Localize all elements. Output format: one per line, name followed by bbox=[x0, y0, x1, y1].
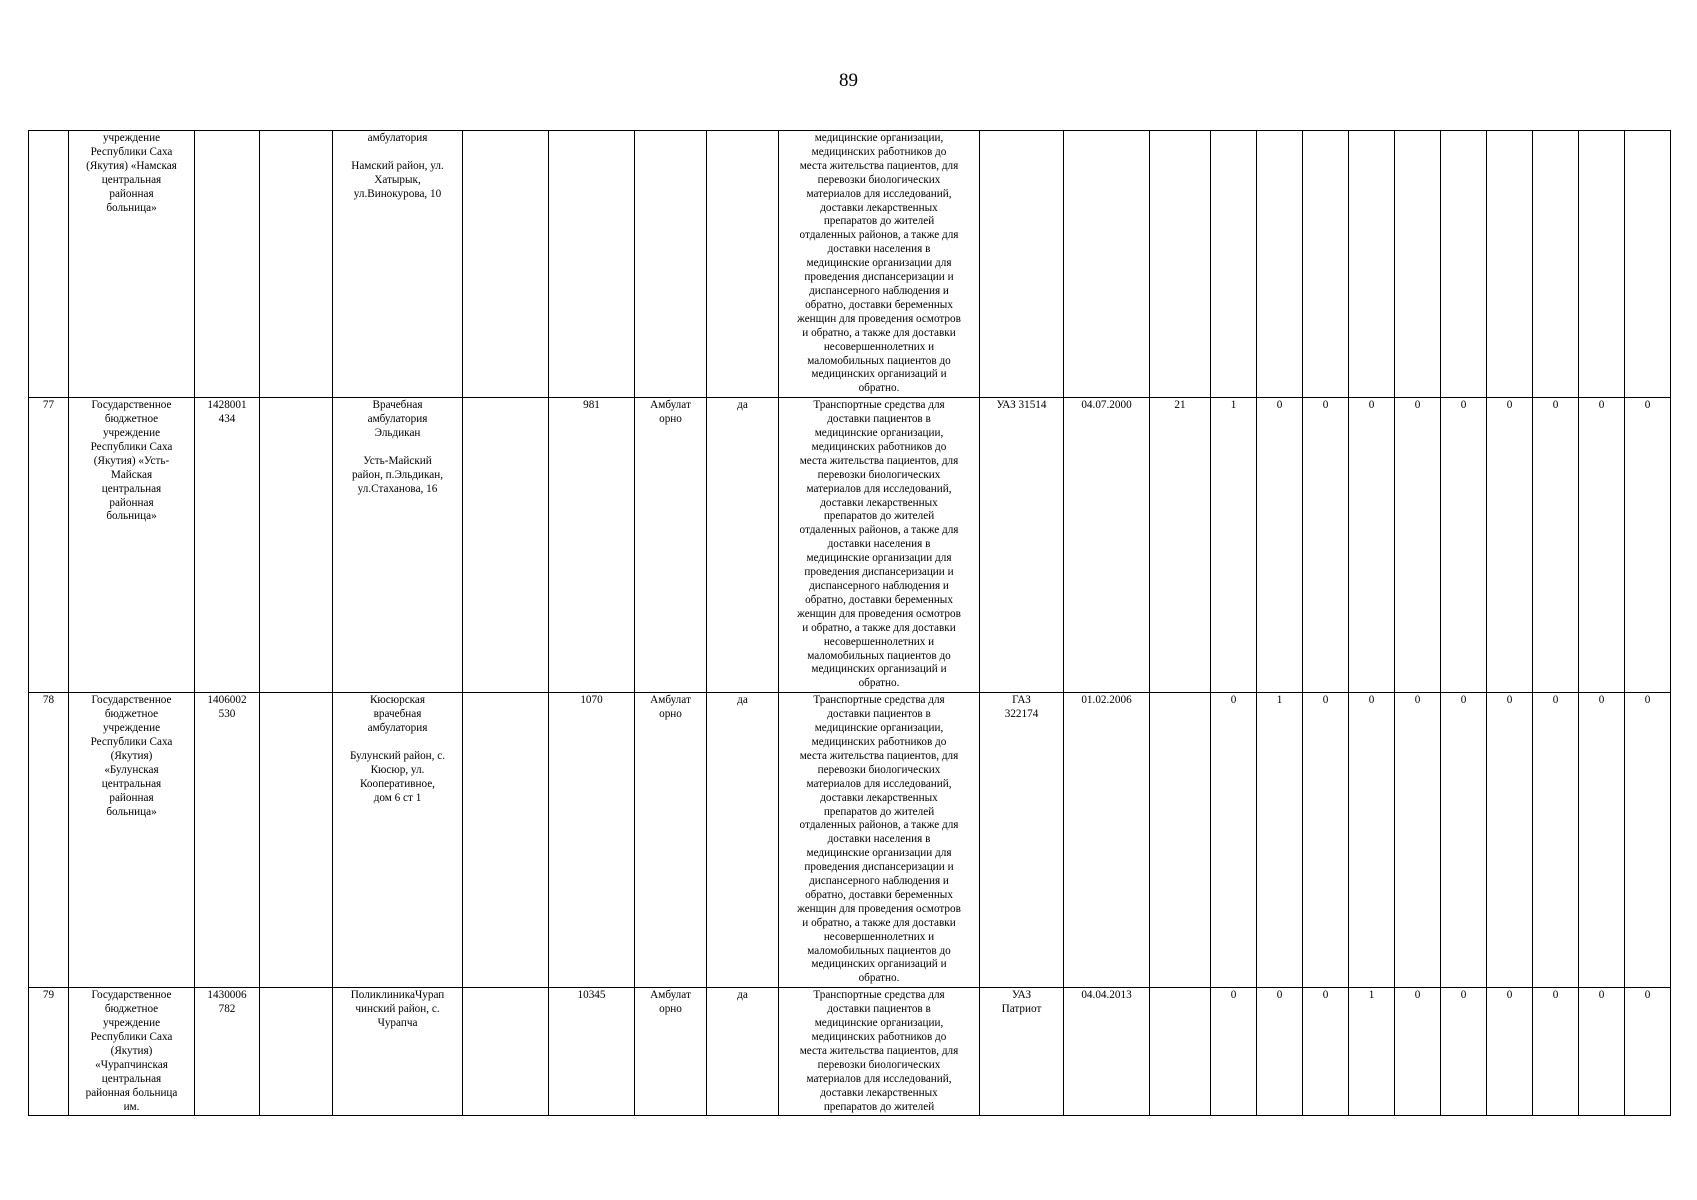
blank-column bbox=[260, 988, 333, 1116]
count-cell bbox=[1395, 131, 1441, 398]
vehicle-age bbox=[1150, 988, 1211, 1116]
count-value: 0 bbox=[1322, 399, 1329, 412]
count-cell bbox=[1625, 988, 1671, 1116]
facility-address bbox=[333, 693, 463, 988]
count-value: 0 bbox=[1552, 989, 1559, 1002]
flag-value-text: да bbox=[737, 989, 748, 1002]
vehicle-age bbox=[1150, 693, 1211, 988]
vehicle-model-text: УАЗ 31514 bbox=[996, 399, 1047, 412]
organization-name-text: учреждение Республики Саха (Якутия) «Намская центральная районная больница» bbox=[86, 132, 177, 214]
registration-date bbox=[1064, 131, 1150, 398]
flag-value-text: да bbox=[737, 399, 748, 412]
facility-address-text: амбулатория Намский район, ул. Хатырык, ул.Винокурова, 10 bbox=[351, 132, 444, 200]
count-cell bbox=[1257, 693, 1303, 988]
count-cell bbox=[1257, 131, 1303, 398]
vehicle-purpose-text: Транспортные средства для доставки пациентов в медицинские организации, медицинских работников до места жительства пациентов, для перевозки биологических материалов для исследований, доставки лекарственных препаратов до жителей отдаленных районов, а также для доставки населения в медицинские организации для проведения диспансеризации и диспансерного наблюдения и обратно, доставки беременных женщин для проведения осмотров и обратно, а также для доставки несовершеннолетних и маломобильных пациентов до медицинских организаций и обратно. bbox=[797, 399, 961, 690]
count-value: 0 bbox=[1368, 694, 1375, 707]
vehicle-purpose bbox=[779, 398, 980, 693]
count-cell bbox=[1395, 693, 1441, 988]
vehicle-model-text: УАЗ Патриот bbox=[1001, 989, 1042, 1016]
organization-name-text: Государственное бюджетное учреждение Республики Саха (Якутия) «Булунская центральная районная больница» bbox=[90, 694, 173, 818]
count-cell bbox=[1349, 131, 1395, 398]
flag-value-text: да bbox=[737, 694, 748, 707]
registration-date bbox=[1064, 693, 1150, 988]
count-cell bbox=[1625, 131, 1671, 398]
count-value: 0 bbox=[1506, 694, 1513, 707]
vehicle-purpose-text: Транспортные средства для доставки пациентов в медицинские организации, медицинских работников до места жительства пациентов, для перевозки биологических материалов для исследований, доставки лекарственных препаратов до жителей отдаленных районов, а также для доставки населения в медицинские организации для проведения диспансеризации и диспансерного наблюдения и обратно, доставки беременных женщин для проведения осмотров и обратно, а также для доставки несовершеннолетних и маломобильных пациентов до медицинских организаций и обратно. bbox=[797, 694, 961, 985]
count-value: 0 bbox=[1598, 694, 1605, 707]
vehicle-purpose-text: медицинские организации, медицинских работников до места жительства пациентов, для перевозки биологических материалов для исследований, доставки лекарственных препаратов до жителей отдаленных районов, а также для доставки населения в медицинские организации для проведения диспансеризации и диспансерного наблюдения и обратно, доставки беременных женщин для проведения осмотров и обратно, а также для доставки несовершеннолетних и маломобильных пациентов до медицинских организаций и обратно. bbox=[797, 132, 961, 395]
care-type-text: Амбулат орно bbox=[650, 399, 691, 426]
vehicle-model bbox=[980, 131, 1064, 398]
count-cell bbox=[1487, 693, 1533, 988]
inn-code bbox=[195, 988, 260, 1116]
organization-name bbox=[69, 693, 195, 988]
flag-value bbox=[707, 693, 779, 988]
organization-name bbox=[69, 398, 195, 693]
count-value: 0 bbox=[1552, 399, 1559, 412]
registration-date bbox=[1064, 988, 1150, 1116]
count-value: 1 bbox=[1368, 989, 1375, 1002]
inn-code bbox=[195, 693, 260, 988]
vehicle-model bbox=[980, 398, 1064, 693]
row-number-text: 77 bbox=[42, 399, 55, 412]
count-cell bbox=[1395, 398, 1441, 693]
count-cell bbox=[1533, 988, 1579, 1116]
count-value: 0 bbox=[1414, 399, 1421, 412]
count-value: 0 bbox=[1644, 399, 1651, 412]
row-number bbox=[29, 131, 69, 398]
flag-value bbox=[707, 988, 779, 1116]
blank-column bbox=[260, 398, 333, 693]
count-cell bbox=[1303, 988, 1349, 1116]
count-cell bbox=[1257, 988, 1303, 1116]
population-count bbox=[549, 693, 635, 988]
count-cell bbox=[1303, 693, 1349, 988]
count-value: 0 bbox=[1644, 989, 1651, 1002]
registration-date-text: 04.07.2000 bbox=[1081, 399, 1132, 412]
registration-date-text: 01.02.2006 bbox=[1081, 694, 1132, 707]
blank-column bbox=[463, 398, 549, 693]
vehicle-model bbox=[980, 988, 1064, 1116]
count-cell bbox=[1487, 131, 1533, 398]
organization-name bbox=[69, 988, 195, 1116]
facility-address bbox=[333, 398, 463, 693]
facility-address-text: Кюсюрская врачебная амбулатория Булунский район, с. Кюсюр, ул. Кооперативное, дом 6 ст 1 bbox=[349, 694, 446, 804]
count-cell bbox=[1533, 398, 1579, 693]
population-count-text: 1070 bbox=[580, 694, 603, 707]
registry-table bbox=[28, 130, 1671, 1116]
vehicle-purpose bbox=[779, 131, 980, 398]
count-cell bbox=[1395, 988, 1441, 1116]
count-cell bbox=[1211, 693, 1257, 988]
organization-name bbox=[69, 131, 195, 398]
inn-code bbox=[195, 398, 260, 693]
row-number-text: 79 bbox=[42, 989, 55, 1002]
population-count bbox=[549, 988, 635, 1116]
blank-column bbox=[463, 131, 549, 398]
vehicle-age-text: 21 bbox=[1174, 399, 1186, 412]
organization-name-text: Государственное бюджетное учреждение Республики Саха (Якутия) «Чурапчинская центральная районная больница им. bbox=[85, 989, 178, 1113]
count-cell bbox=[1349, 398, 1395, 693]
count-cell bbox=[1211, 398, 1257, 693]
vehicle-purpose-text: Транспортные средства для доставки пациентов в медицинские организации, медицинских работников до места жительства пациентов, для перевозки биологических материалов для исследований, доставки лекарственных препаратов до жителей bbox=[799, 989, 959, 1113]
inn-code bbox=[195, 131, 260, 398]
count-cell bbox=[1487, 988, 1533, 1116]
count-value: 0 bbox=[1414, 694, 1421, 707]
blank-column bbox=[463, 693, 549, 988]
count-cell bbox=[1579, 693, 1625, 988]
row-number-text: 78 bbox=[42, 694, 55, 707]
count-value: 0 bbox=[1322, 989, 1329, 1002]
care-type-text: Амбулат орно bbox=[650, 694, 691, 721]
count-cell bbox=[1441, 988, 1487, 1116]
count-cell bbox=[1625, 693, 1671, 988]
count-value: 0 bbox=[1460, 694, 1467, 707]
inn-code-text: 1428001 434 bbox=[207, 399, 247, 426]
count-value: 0 bbox=[1506, 989, 1513, 1002]
page-number: 89 bbox=[839, 70, 858, 91]
count-value: 0 bbox=[1598, 399, 1605, 412]
count-cell bbox=[1441, 398, 1487, 693]
inn-code-text: 1430006 782 bbox=[207, 989, 247, 1016]
facility-address-text: ПоликлиникаЧурап чинский район, с. Чурапча bbox=[350, 989, 445, 1030]
count-value: 0 bbox=[1230, 694, 1237, 707]
vehicle-age bbox=[1150, 131, 1211, 398]
count-cell bbox=[1441, 693, 1487, 988]
count-value: 0 bbox=[1230, 989, 1237, 1002]
count-value: 0 bbox=[1414, 989, 1421, 1002]
care-type bbox=[635, 398, 707, 693]
population-count-text: 10345 bbox=[577, 989, 606, 1002]
blank-column bbox=[260, 693, 333, 988]
count-cell bbox=[1303, 131, 1349, 398]
registration-date bbox=[1064, 398, 1150, 693]
count-value: 0 bbox=[1276, 399, 1283, 412]
population-count bbox=[549, 398, 635, 693]
vehicle-purpose bbox=[779, 988, 980, 1116]
count-cell bbox=[1211, 988, 1257, 1116]
count-cell bbox=[1579, 398, 1625, 693]
blank-column bbox=[463, 988, 549, 1116]
flag-value bbox=[707, 398, 779, 693]
count-value: 1 bbox=[1230, 399, 1237, 412]
count-cell bbox=[1257, 398, 1303, 693]
vehicle-purpose bbox=[779, 693, 980, 988]
care-type bbox=[635, 693, 707, 988]
care-type bbox=[635, 131, 707, 398]
vehicle-model-text: ГАЗ 322174 bbox=[1004, 694, 1039, 721]
population-count-text: 981 bbox=[583, 399, 600, 412]
count-value: 0 bbox=[1644, 694, 1651, 707]
count-value: 0 bbox=[1460, 989, 1467, 1002]
count-cell bbox=[1349, 988, 1395, 1116]
count-value: 0 bbox=[1552, 694, 1559, 707]
count-value: 1 bbox=[1276, 694, 1283, 707]
table-row bbox=[29, 693, 1671, 988]
inn-code-text: 1406002 530 bbox=[207, 694, 247, 721]
row-number bbox=[29, 398, 69, 693]
count-cell bbox=[1533, 693, 1579, 988]
table-row bbox=[29, 131, 1671, 398]
count-cell bbox=[1303, 398, 1349, 693]
count-cell bbox=[1487, 398, 1533, 693]
vehicle-model bbox=[980, 693, 1064, 988]
blank-column bbox=[260, 131, 333, 398]
row-number bbox=[29, 988, 69, 1116]
facility-address bbox=[333, 988, 463, 1116]
flag-value bbox=[707, 131, 779, 398]
count-value: 0 bbox=[1460, 399, 1467, 412]
vehicle-age bbox=[1150, 398, 1211, 693]
table-row bbox=[29, 398, 1671, 693]
count-cell bbox=[1533, 131, 1579, 398]
population-count bbox=[549, 131, 635, 398]
count-value: 0 bbox=[1276, 989, 1283, 1002]
table-row bbox=[29, 988, 1671, 1116]
count-value: 0 bbox=[1506, 399, 1513, 412]
row-number bbox=[29, 693, 69, 988]
care-type bbox=[635, 988, 707, 1116]
facility-address-text: Врачебная амбулатория Эльдикан Усть-Майский район, п.Эльдикан, ул.Стаханова, 16 bbox=[351, 399, 444, 495]
count-cell bbox=[1625, 398, 1671, 693]
count-cell bbox=[1211, 131, 1257, 398]
organization-name-text: Государственное бюджетное учреждение Республики Саха (Якутия) «Усть- Майская центральная районная больница» bbox=[90, 399, 173, 523]
registration-date-text: 04.04.2013 bbox=[1081, 989, 1132, 1002]
count-value: 0 bbox=[1368, 399, 1375, 412]
count-cell bbox=[1579, 988, 1625, 1116]
care-type-text: Амбулат орно bbox=[650, 989, 691, 1016]
count-cell bbox=[1579, 131, 1625, 398]
count-cell bbox=[1349, 693, 1395, 988]
count-value: 0 bbox=[1598, 989, 1605, 1002]
count-cell bbox=[1441, 131, 1487, 398]
facility-address bbox=[333, 131, 463, 398]
count-value: 0 bbox=[1322, 694, 1329, 707]
